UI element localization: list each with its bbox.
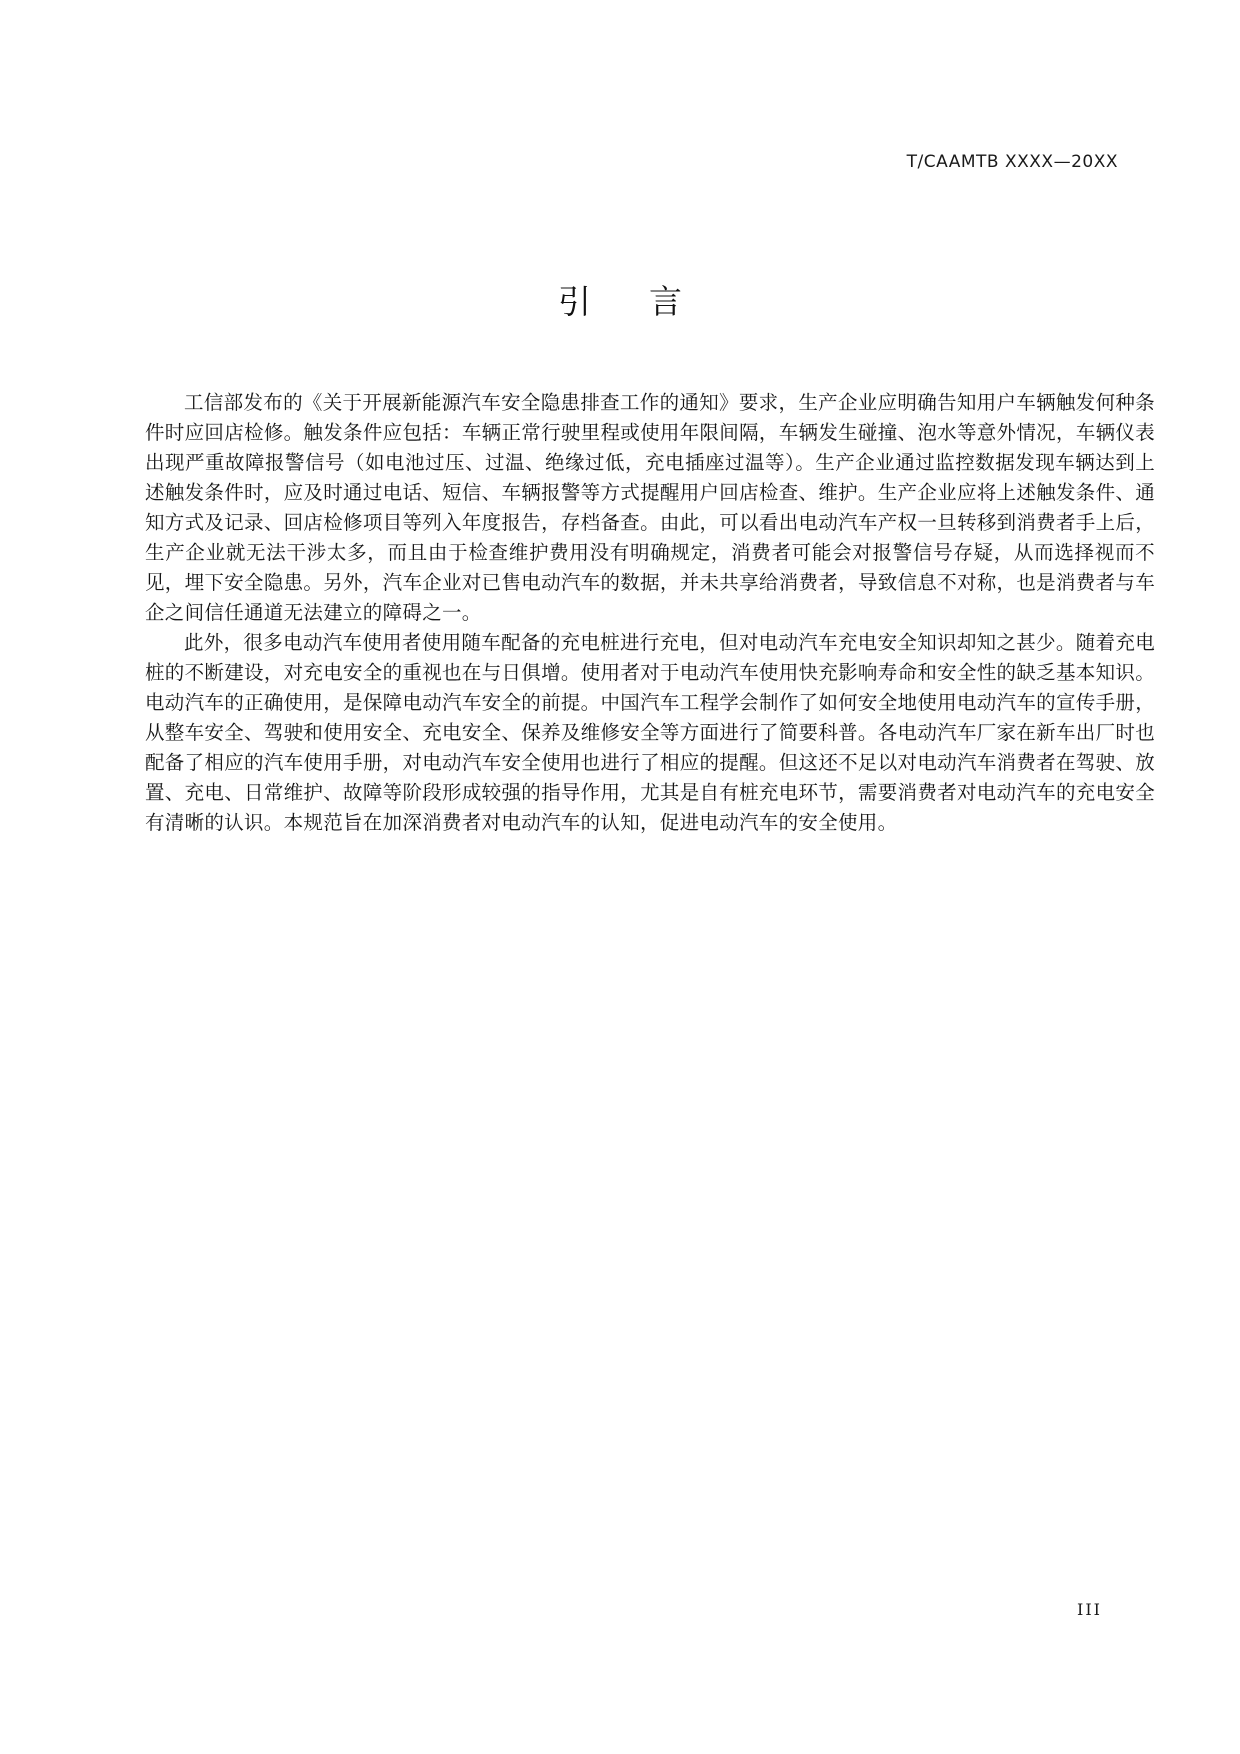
page-title: 引言 [558,282,740,321]
introduction-body [145,388,1155,838]
paragraph-1: 工信部发布的《关于开展新能源汽车安全隐患排查工作的通知》要求，生产企业应明确告知用户车辆触发何种条件时应回店检修。触发条件应包括：车辆正常行驶里程或使用年限间隔，车辆发生碰撞、泡水等意外情况，车辆仪表出现严重故障报警信号（如电池过压、过温、绝缘过低，充电插座过温等）。生产企业通过监控数据发现车辆达到上述触发条件时，应及时通过电话、短信、车辆报警等方式提醒用户回店检查、维护。生产企业应将上述触发条件、通知方式及记录、回店检修项目等列入年度报告，存档备查。由此，可以看出电动汽车产权一旦转移到消费者手上后，生产企业就无法干涉太多，而且由于检查维护费用没有明确规定，消费者可能会对报警信号存疑，从而选择视而不见，埋下安全隐患。另外，汽车企业对已售电动汽车的数据，并未共享给消费者，导致信息不对称，也是消费者与车企之间信任通道无法建立的障碍之一。 [145,391,1155,624]
paragraph-2: 此外，很多电动汽车使用者使用随车配备的充电桩进行充电，但对电动汽车充电安全知识却知之甚少。随着充电桩的不断建设，对充电安全的重视也在与日俱增。使用者对于电动汽车使用快充影响寿命和安全性的缺乏基本知识。电动汽车的正确使用，是保障电动汽车安全的前提。中国汽车工程学会制作了如何安全地使用电动汽车的宣传手册，从整车安全、驾驶和使用安全、充电安全、保养及维修安全等方面进行了简要科普。各电动汽车厂家在新车出厂时也配备了相应的汽车使用手册，对电动汽车安全使用也进行了相应的提醒。但这还不足以对电动汽车消费者在驾驶、放置、充电、日常维护、故障等阶段形成较强的指导作用，尤其是自有桩充电环节，需要消费者对电动汽车的充电安全有清晰的认识。本规范旨在加深消费者对电动汽车的认知，促进电动汽车的安全使用。 [145,631,1155,834]
document-code: T/CAAMTB XXXX—20XX [906,152,1118,172]
page-number: III [1077,1600,1102,1619]
